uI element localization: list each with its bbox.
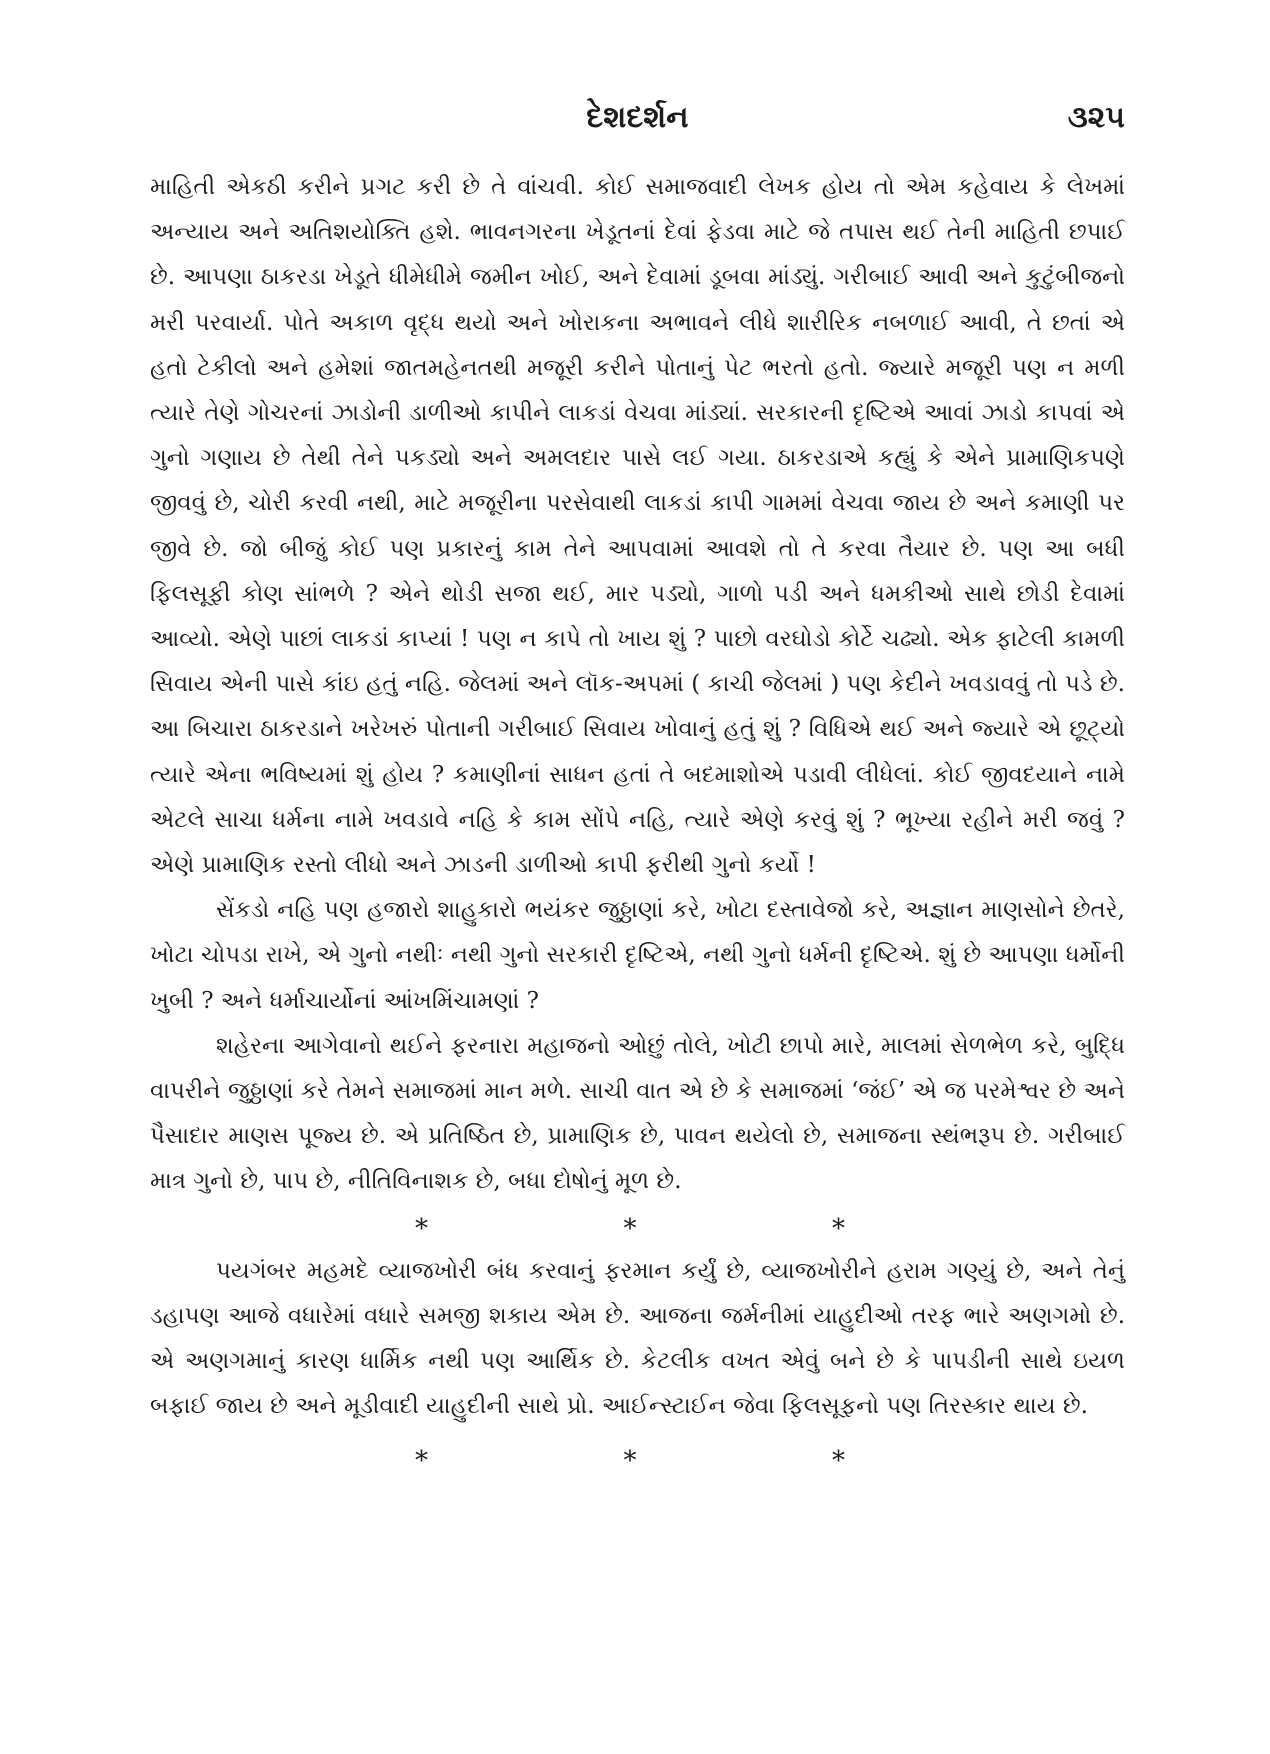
page-header <box>150 100 1125 144</box>
page-title: દેશદર્શન <box>586 100 689 135</box>
paragraph-1: માહિતી એકઠી કરીને પ્રગટ કરી છે તે વાંચવી. કોઈ સમાજવાદી લેખક હોય તો એમ કહેવાય કે લેખમાં અન્યાય અને અતિશયોક્તિ હશે. ભાવનગરના ખેડૂતનાં દેવાં ફેડવા માટે જે તપાસ થઈ તેની માહિતી છપાઈ છે. આપણા ઠાકરડા ખેડૂતે ધીમેધીમે જમીન ખોઈ, અને દેવામાં ડૂબવા માંડ્યું. ગરીબાઈ આવી અને કુટુંબીજનો મરી પરવાર્યા. પોતે અકાળ વૃદ્ધ થયો અને ખોરાકના અભાવને લીધે શારીરિક નબળાઈ આવી, તે છતાં એ હતો ટેકીલો અને હમેશાં જાતમહેનતથી મજૂરી કરીને પોતાનું પેટ ભરતો હતો. જ્યારે મજૂરી પણ ન મળી ત્યારે તેણે ગોચરનાં ઝાડોની ડાળીઓ કાપીને લાકડાં વેચવા માંડ્યાં. સરકારની દૃષ્ટિએ આવાં ઝાડો કાપવાં એ ગુનો ગણાય છે તેથી તેને પકડ્યો અને અમલદાર પાસે લઈ ગયા. ઠાકરડાએ કહ્યું કે એને પ્રામાણિકપણે જીવવું છે, ચોરી કરવી નથી, માટે મજૂરીના પરસેવાથી લાકડાં કાપી ગામમાં વેચવા જાય છે અને કમાણી પર જીવે છે. જો બીજું કોઈ પણ પ્રકારનું કામ તેને આપવામાં આવશે તો તે કરવા તૈયાર છે. પણ આ બધી ફિલસૂફી કોણ સાંભળે ? એને થોડી સજા થઈ, માર પડ્યો, ગાળો પડી અને ધમકીઓ સાથે છોડી દેવામાં આવ્યો. એણે પાછાં લાકડાં કાપ્યાં ! પણ ન કાપે તો ખાય શું ? પાછો વરઘોડો કોર્ટે ચઢ્યો. એક ફાટેલી કામળી સિવાય એની પાસે કાંઇ હતું નહિ. જેલમાં અને લૉક-અપમાં ( કાચી જેલમાં ) પણ કેદીને ખવડાવવું તો પડે છે. આ બિચારા ઠાકરડાને ખરેખરું પોતાની ગરીબાઈ સિવાય ખોવાનું હતું શું ? વિધિએ થઈ અને જ્યારે એ છૂટ્યો ત્યારે એના ભવિષ્યમાં શું હોય ? કમાણીનાં સાધન હતાં તે બદમાશોએ પડાવી લીધેલાં. કોઈ જીવદયાને નામે એટલે સાચા ધર્મના નામે ખવડાવે નહિ કે કામ સોંપે નહિ, ત્યારે એણે કરવું શું ? ભૂખ્યા રહીને મરી જવું ? એણે પ્રામાણિક રસ્તો લીધો અને ઝાડની ડાળીઓ કાપી ફરીથી ગુનો કર્યો ! <box>150 174 1125 879</box>
separator-asterisk: * <box>415 1446 428 1477</box>
paragraph-2: સેંકડો નહિ પણ હજારો શાહુકારો ભયંકર જુઠ્ઠાણાં કરે, ખોટા દસ્તાવેજો કરે, અજ્ઞાન માણસોને છેતરે, ખોટા ચોપડા રાખે, એ ગુનો નથીઃ નથી ગુનો સરકારી દૃષ્ટિએ, નથી ગુનો ધર્મની દૃષ્ટિએ. શું છે આપણા ધર્મોની ખુબી ? અને ધર્માચાર્યોનાં આંખમિંચામણાં ? <box>150 897 1125 1014</box>
separator-asterisk: * <box>623 1446 637 1477</box>
separator-asterisk: * <box>832 1213 845 1244</box>
section-separator-bottom <box>415 1441 845 1481</box>
paragraph-4: પયગંબર મહમદે વ્યાજખોરી બંધ કરવાનું ફરમાન કર્યું છે, વ્યાજખોરીને હરામ ગણ્યું છે, અને તેનું ડહાપણ આજે વધારેમાં વધારે સમજી શકાય એમ છે. આજના જર્મનીમાં યાહુદીઓ તરફ ભારે અણગમો છે. એ અણગમાનું કારણ ધાર્મિક નથી પણ આર્થિક છે. કેટલીક વખત એવું બને છે કે પાપડીની સાથે ઇયળ બફાઈ જાય છે અને મૂડીવાદી યાહુદીની સાથે પ્રો. આઈન્સ્ટાઈન જેવા ફિલસૂફનો પણ તિરસ્કાર થાય છે. <box>150 1257 1125 1420</box>
separator-asterisk: * <box>415 1213 428 1244</box>
page-body <box>150 165 1125 1481</box>
page-number: ૩૨૫ <box>1067 100 1125 135</box>
paragraph-3: શહેરના આગેવાનો થઈને ફરનારા મહાજનો ઓછું તોલે, ખોટી છાપો મારે, માલમાં સેળભેળ કરે, બુદ્ધિ વાપરીને જુઠ્ઠાણાં કરે તેમને સમાજમાં માન મળે. સાચી વાત એ છે કે સમાજમાં ‘જંઈ’ એ જ પરમેશ્વર છે અને પૈસાદાર માણસ પૂજ્ય છે. એ પ્રતિષ્ઠિત છે, પ્રામાણિક છે, પાવન થયેલો છે, સમાજના સ્થંભરૂપ છે. ગરીબાઈ માત્ર ગુનો છે, પાપ છે, નીતિવિનાશક છે, બધા દોષોનું મૂળ છે. <box>150 1032 1125 1195</box>
section-separator <box>415 1209 845 1249</box>
separator-asterisk: * <box>623 1213 637 1244</box>
separator-asterisk: * <box>832 1446 845 1477</box>
